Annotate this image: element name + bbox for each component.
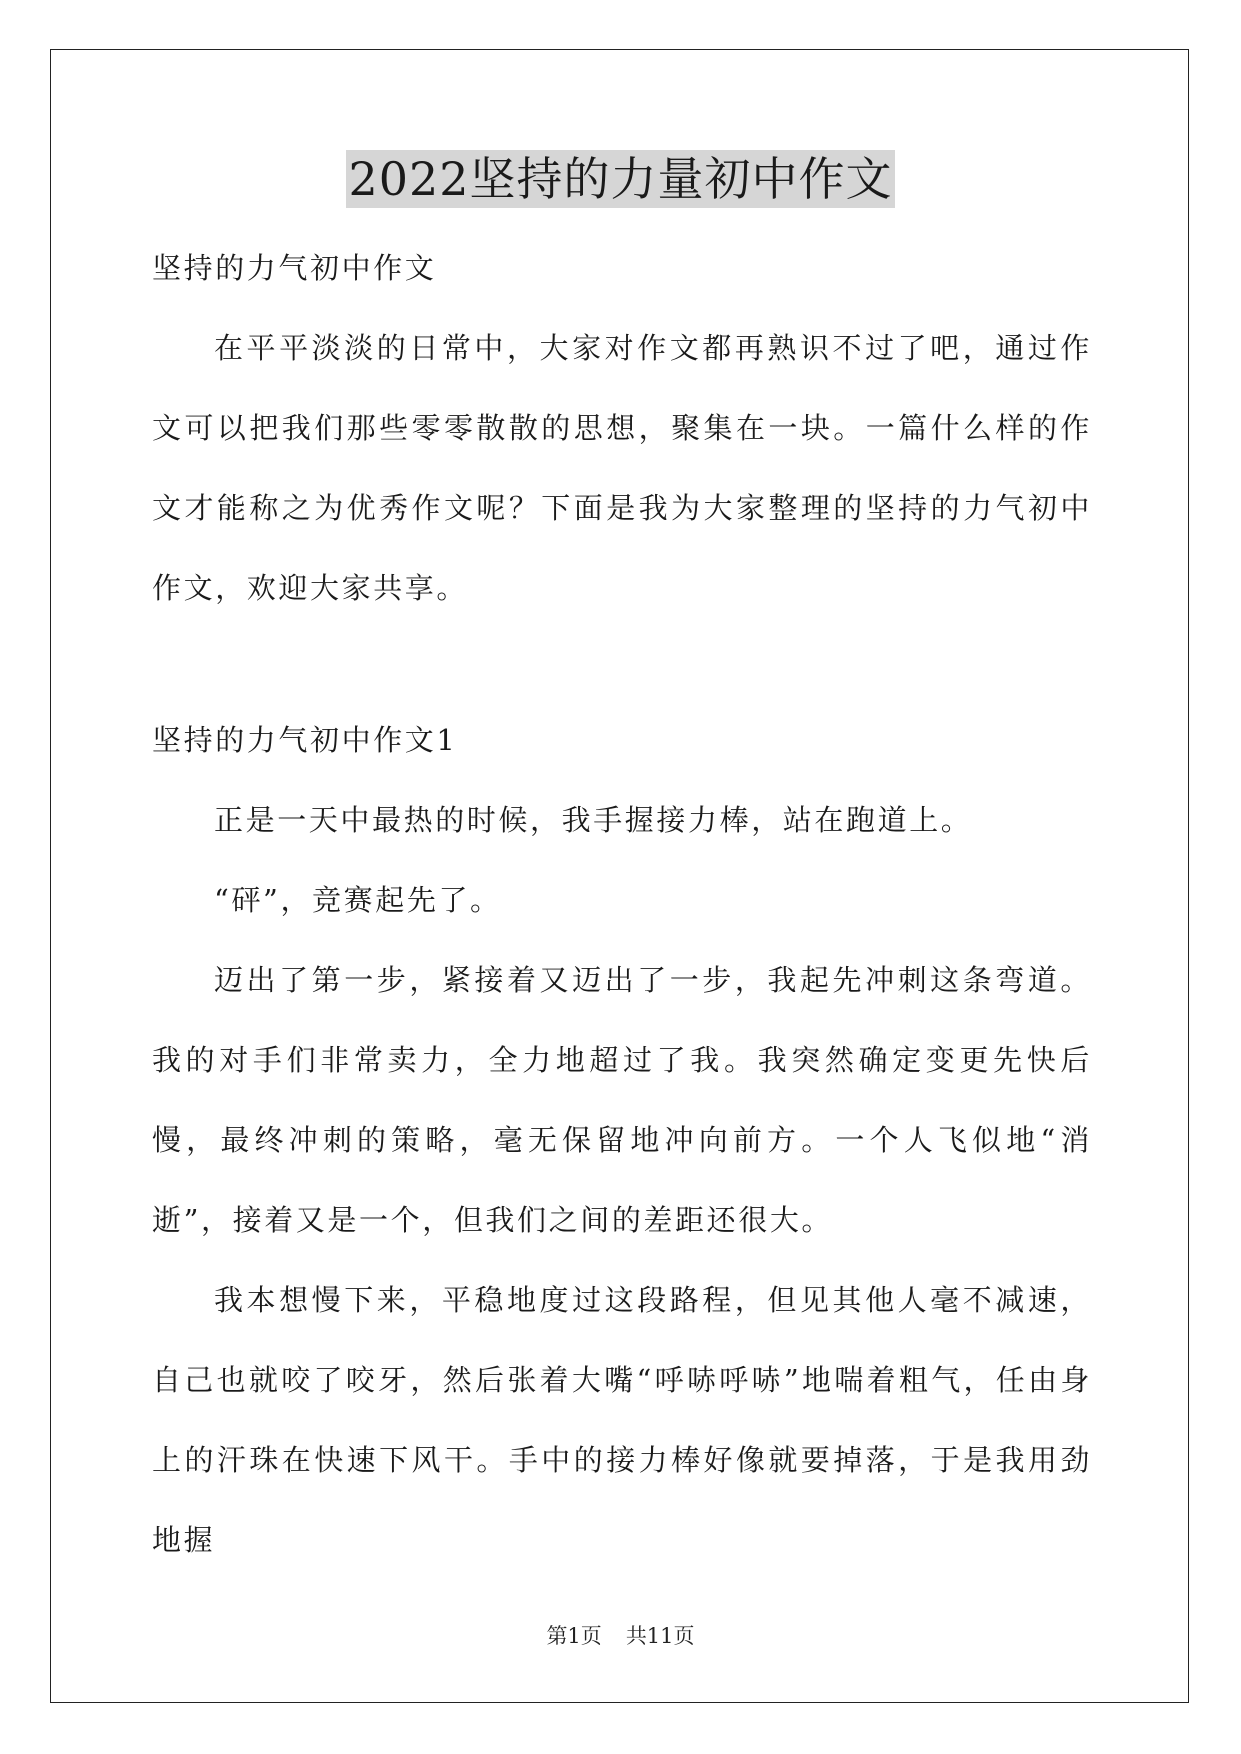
page-total: 共11页 bbox=[625, 1624, 695, 1648]
body-paragraph: 迈出了第一步，紧接着又迈出了一步，我起先冲刺这条弯道。我的对手们非常卖力，全力地超过了我。我突然确定变更先快后慢，最终冲刺的策略，毫无保留地冲向前方。一个人飞似地“消逝”，接着又是一个，但我们之间的差距还很大。 bbox=[152, 963, 1092, 1237]
intro-heading: 坚持的力气初中作文 bbox=[152, 251, 437, 285]
document-title-text: 2022坚持的力量初中作文 bbox=[348, 152, 893, 206]
page-number: 第1页 bbox=[546, 1624, 602, 1648]
body-paragraph: “砰”，竞赛起先了。 bbox=[214, 883, 502, 917]
body-paragraph: 正是一天中最热的时候，我手握接力棒，站在跑道上。 bbox=[214, 803, 973, 837]
section-spacer bbox=[152, 628, 1092, 700]
page-footer bbox=[0, 1622, 1241, 1650]
section-heading: 坚持的力气初中作文1 bbox=[152, 723, 458, 757]
document-body bbox=[152, 228, 1092, 1580]
body-paragraph: 我本想慢下来，平稳地度过这段路程，但见其他人毫不减速，自己也就咬了咬牙，然后张着大嘴“呼哧呼哧”地喘着粗气，任由身上的汗珠在快速下风干。手中的接力棒好像就要掉落，于是我用劲地握 bbox=[152, 1283, 1092, 1557]
intro-paragraph: 在平平淡淡的日常中，大家对作文都再熟识不过了吧，通过作文可以把我们那些零零散散的思想，聚集在一块。一篇什么样的作文才能称之为优秀作文呢？下面是我为大家整理的坚持的力气初中作文，欢迎大家共享。 bbox=[152, 331, 1092, 605]
document-title bbox=[0, 148, 1241, 210]
